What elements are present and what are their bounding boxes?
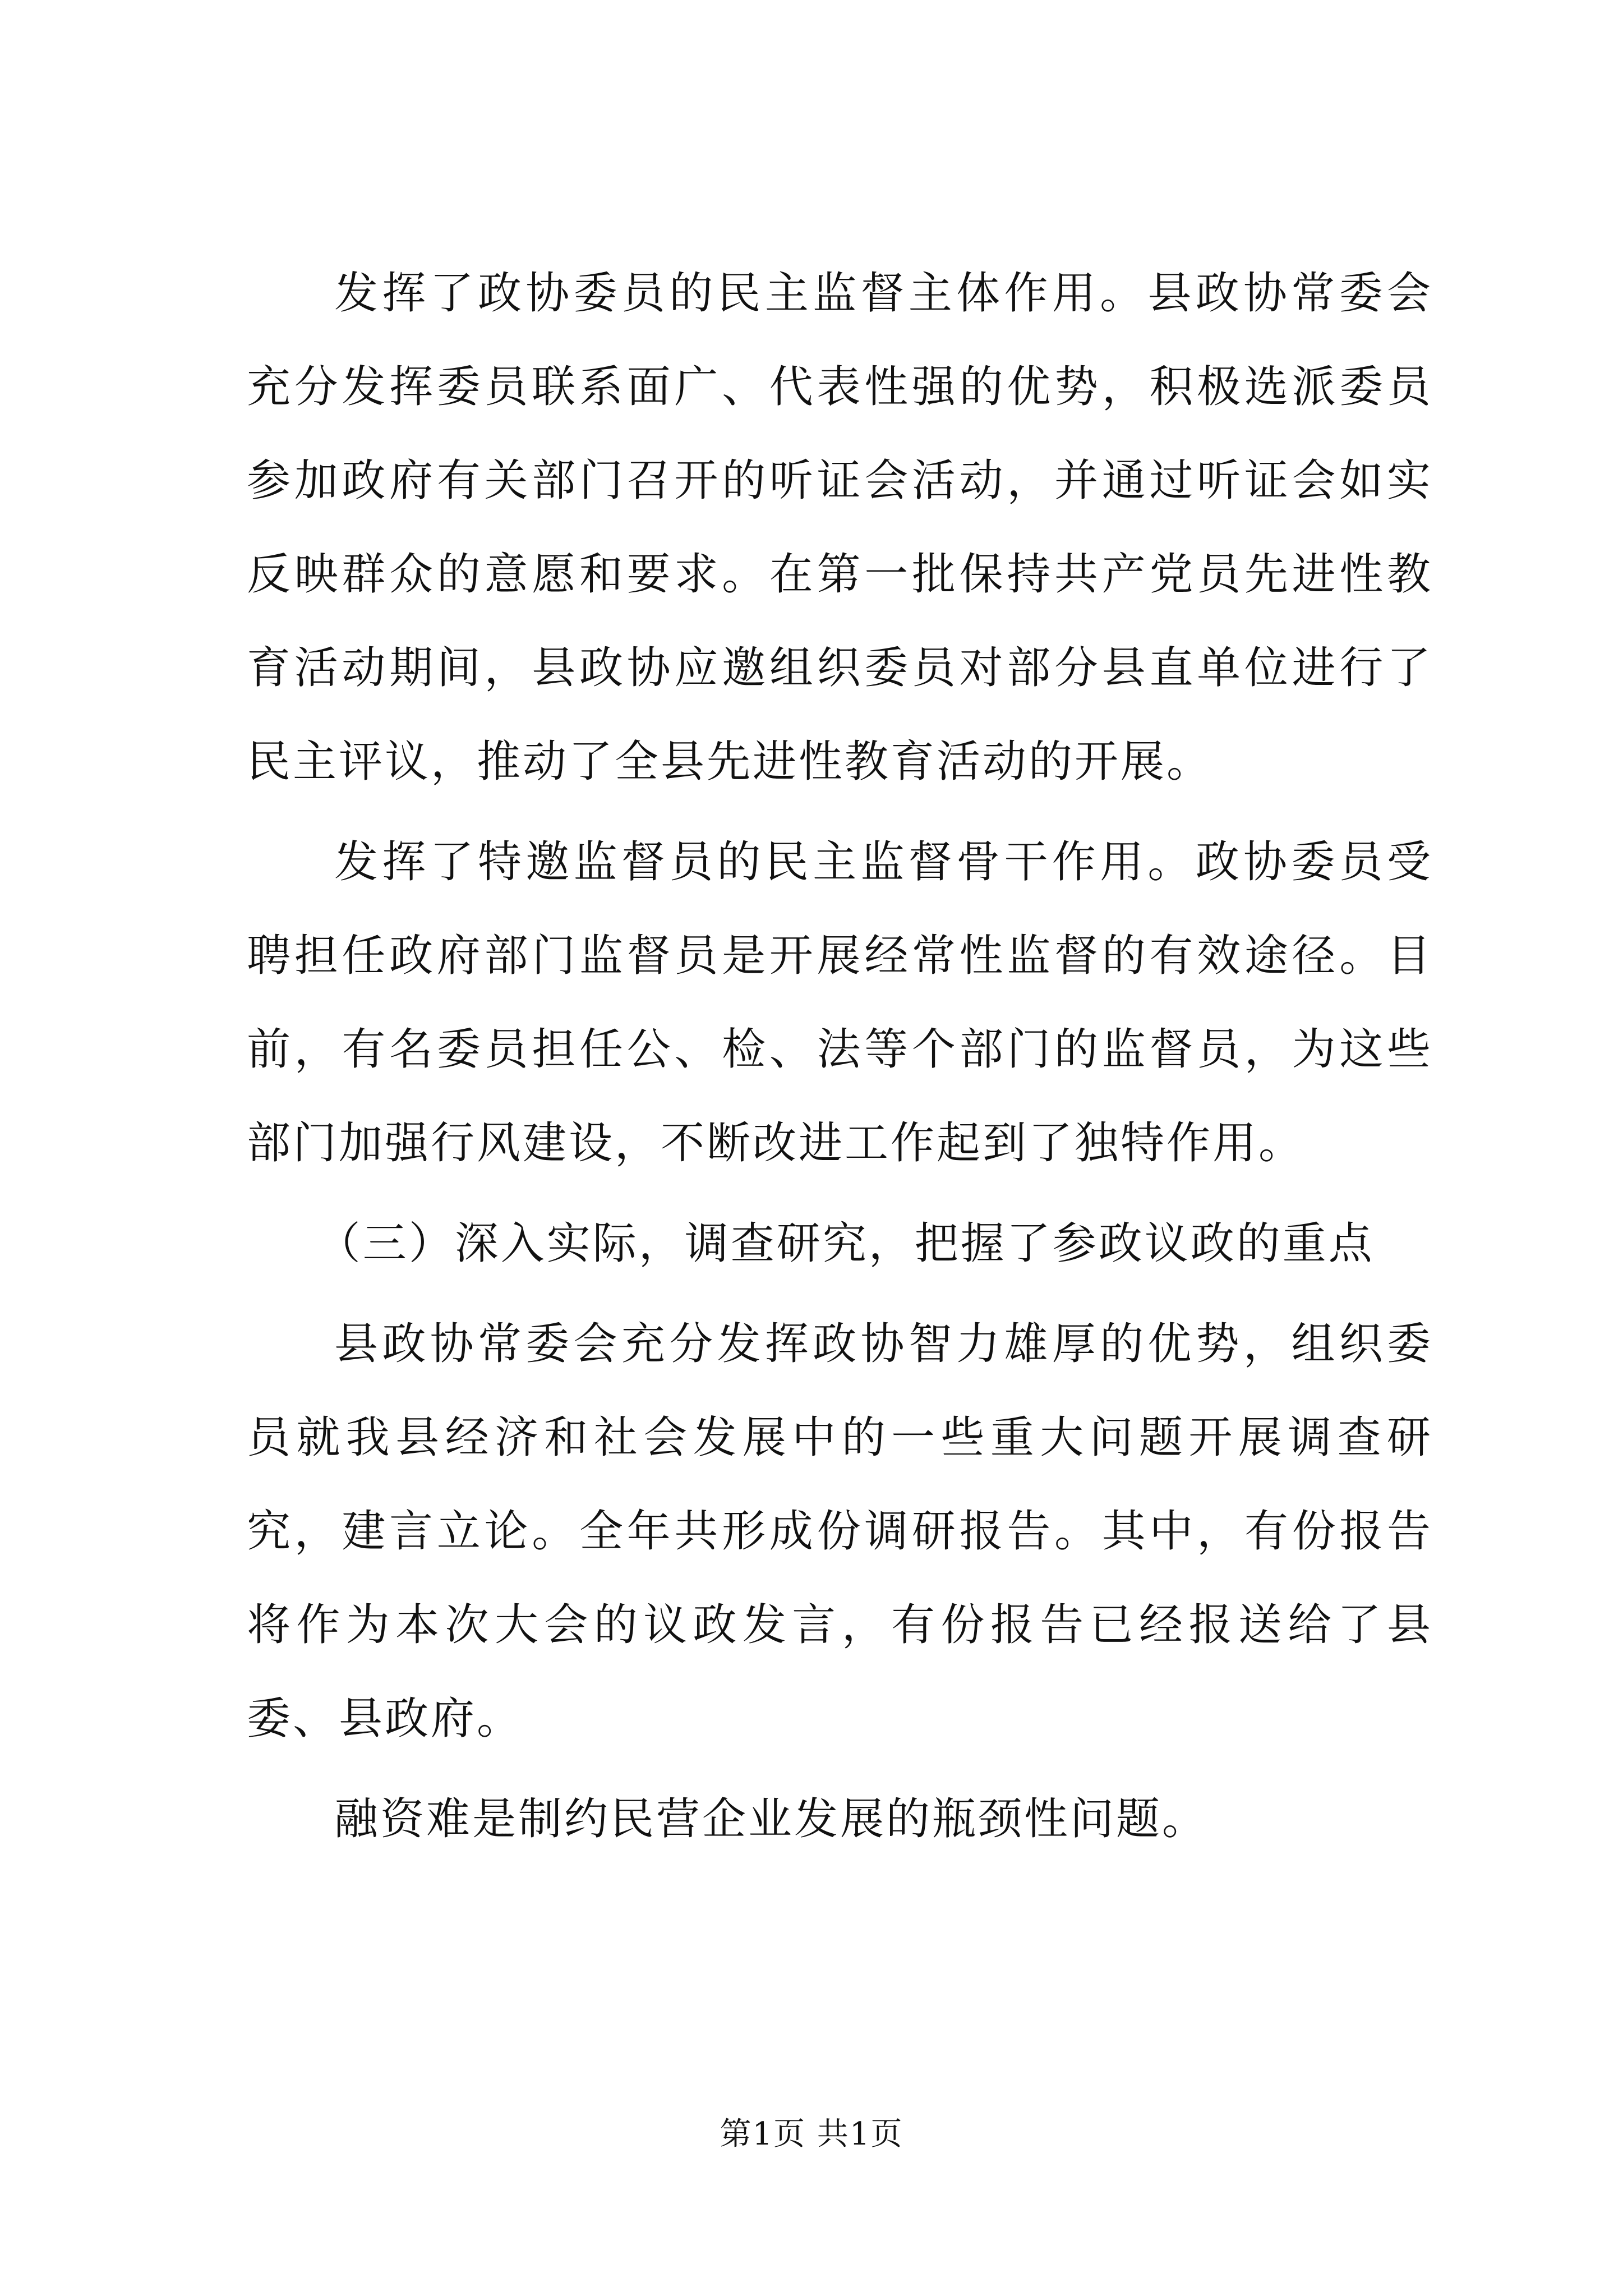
paragraph-research-reports: 县政协常委会充分发挥政协智力雄厚的优势，组织委员就我县经济和社会发展中的一些重大问题开展调查研究，建言立论。全年共形成份调研报告。其中，有份报告将作为本次大会的议政发言，有份报告已经报送给了县委、县政府。 xyxy=(247,1319,1433,1744)
paragraph-special-supervisors: 发挥了特邀监督员的民主监督骨干作用。政协委员受聘担任政府部门监督员是开展经常性监督的有效途径。目前，有名委员担任公、检、法等个部门的监督员，为这些部门加强行风建设，不断改进工作起到了独特作用。 xyxy=(247,837,1433,1168)
page-number-footer: 第1页 共1页 xyxy=(720,2116,903,2152)
paragraph-financing-difficulty: 融资难是制约民营企业发展的瓶颈性问题。 xyxy=(334,1794,1209,1844)
document-body xyxy=(247,247,1433,1873)
section-heading-three: （三）深入实际，调查研究，把握了参政议政的重点 xyxy=(316,1218,1375,1269)
paragraph-democratic-supervision: 发挥了政协委员的民主监督主体作用。县政协常委会充分发挥委员联系面广、代表性强的优势，积极选派委员参加政府有关部门召开的听证会活动，并通过听证会如实反映群众的意愿和要求。在第一批保持共产党员先进性教育活动期间，县政协应邀组织委员对部分县直单位进行了民主评议，推动了全县先进性教育活动的开展。 xyxy=(247,268,1433,787)
